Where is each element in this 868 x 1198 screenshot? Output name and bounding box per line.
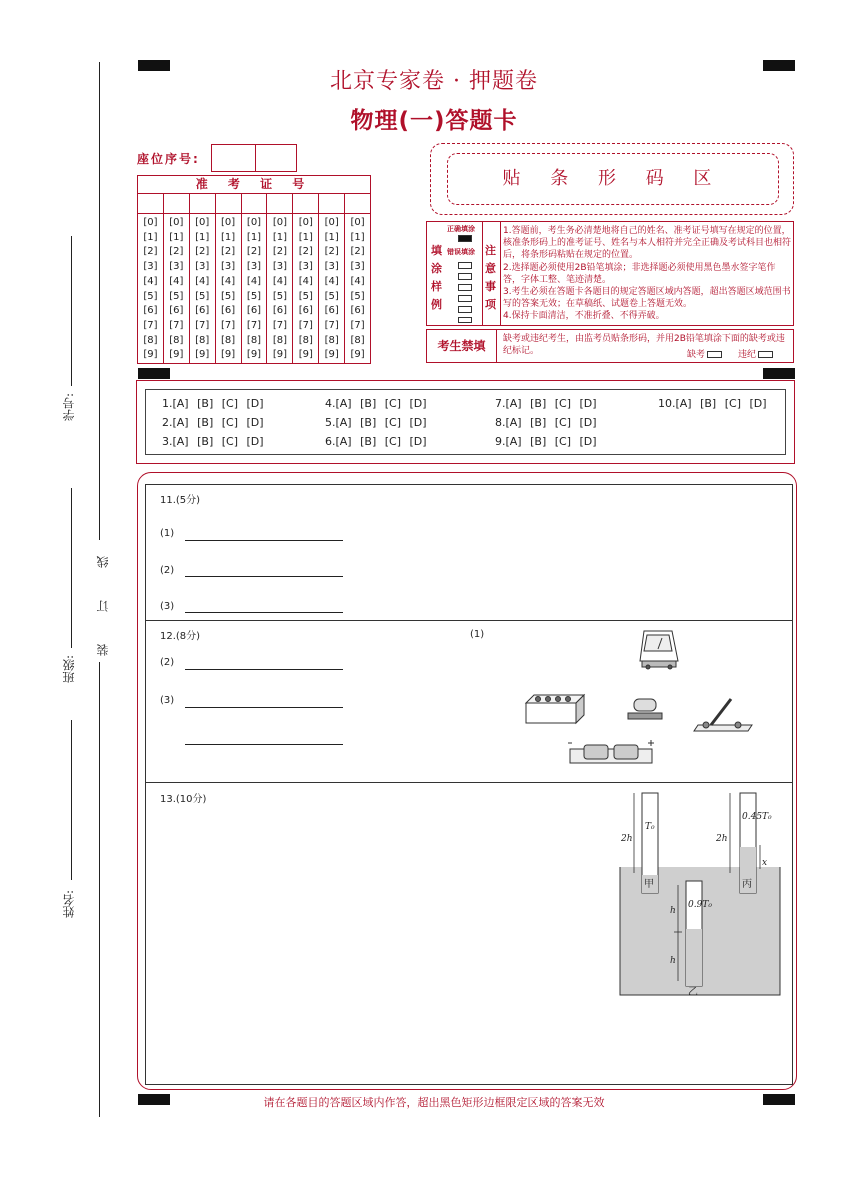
q13-label-bing: 丙 — [742, 879, 752, 890]
q11-part-1-blank[interactable] — [185, 540, 343, 541]
exam-id-bubble[interactable]: [0] — [350, 217, 365, 228]
violation-label: 违纪 — [737, 350, 756, 360]
violation-checkbox[interactable] — [758, 351, 773, 358]
exam-id-write-row[interactable] — [138, 194, 370, 214]
exam-id-bubble[interactable]: [2] — [143, 246, 158, 258]
exam-id-bubble[interactable]: [8] — [246, 334, 262, 346]
exam-id-bubble[interactable]: [1] — [350, 231, 365, 243]
exam-id-bubble[interactable]: [4] — [246, 275, 262, 287]
absent-label: 缺考 — [686, 350, 705, 360]
exam-id-bubble[interactable]: [9] — [246, 349, 262, 361]
exam-id-bubble[interactable]: [9] — [324, 349, 339, 361]
exam-id-bubble[interactable]: [5] — [195, 290, 210, 302]
exam-id-bubble[interactable]: [0] — [246, 217, 262, 228]
exam-id-bubble[interactable]: [5] — [272, 290, 287, 302]
exam-id-bubble[interactable]: [9] — [298, 349, 313, 361]
q13-label-2h-right: 2h — [716, 834, 728, 844]
exam-id-bubble[interactable]: [5] — [143, 290, 158, 302]
exam-id-bubble[interactable]: [3] — [350, 261, 365, 273]
exam-id-bubble[interactable]: [3] — [324, 261, 339, 273]
exam-id-bubble[interactable]: [4] — [298, 275, 313, 287]
notice-items — [503, 225, 793, 323]
exam-id-bubble[interactable]: [2] — [350, 246, 365, 258]
q12-figure-label: (1) — [470, 629, 485, 640]
exam-id-bubble[interactable]: [0] — [324, 217, 339, 228]
exam-id-bubble[interactable]: [9] — [169, 349, 184, 361]
resistor-icon — [628, 699, 662, 719]
q12-circuit-figure — [516, 621, 756, 781]
exam-id-bubble[interactable]: [2] — [324, 246, 339, 258]
notice-item: 1.答题前，考生务必清楚地将自己的姓名、准考证号填写在规定的位置，核准条形码上的准考证号、姓名与本人相符并完全正确及考试科目也相符后，将条形码粘贴在规定的位置。 — [503, 226, 792, 261]
exam-id-bubble[interactable]: [5] — [246, 290, 262, 302]
exam-id-bubble[interactable]: [1] — [221, 231, 236, 243]
mc-question-10[interactable]: 10.[A] [B] [C] [D] — [658, 397, 767, 410]
exam-id-bubble[interactable]: [6] — [272, 305, 287, 317]
multiple-choice-grid — [145, 389, 786, 455]
exam-id-bubble[interactable]: [7] — [272, 319, 287, 331]
wrong-fill-sample-2 — [458, 273, 472, 280]
q13-label-t0: T₀ — [645, 822, 655, 832]
battery-holder-icon — [568, 740, 654, 763]
barcode-label: 贴 条 形 码 区 — [447, 153, 779, 205]
resistance-box-icon — [526, 695, 584, 723]
q12-part-3-blank[interactable] — [185, 707, 343, 708]
section-divider — [146, 782, 792, 783]
switch-icon — [694, 699, 752, 731]
exam-id-bubble-column — [164, 214, 190, 363]
q13-title: 13.(10分) — [160, 794, 207, 805]
wrong-fill-sample-3 — [458, 284, 472, 291]
mc-question-8[interactable]: 8.[A] [B] [C] [D] — [495, 416, 597, 429]
exam-id-bubble[interactable]: [0] — [221, 217, 236, 228]
barcode-area — [430, 143, 794, 215]
q13-label-2h-left: 2h — [621, 834, 633, 844]
name-field[interactable] — [71, 720, 72, 880]
attention-column — [483, 222, 501, 325]
exam-id-bubble[interactable]: [5] — [298, 290, 313, 302]
notice-item: 3.考生必须在答题卡各题目的规定答题区域内答题，超出答题区域范围书写的答案无效；在草稿纸、试题卷上答题无效。 — [503, 287, 791, 310]
exam-id-bubble-column — [190, 214, 216, 363]
answer-grid — [145, 484, 793, 1085]
wrong-fill-sample-1 — [458, 262, 472, 269]
exam-id-bubble[interactable]: [1] — [272, 231, 287, 243]
wrong-fill-sample-6 — [458, 317, 472, 323]
exam-id-bubble[interactable]: [2] — [272, 246, 287, 258]
exam-id-bubble[interactable]: [7] — [169, 319, 184, 331]
exam-id-bubble[interactable]: [2] — [195, 246, 210, 258]
footer-note: 请在各题目的答题区域内作答，超出黑色矩形边框限定区域的答案无效 — [263, 1096, 605, 1109]
binding-line-label: 装 订 线 — [94, 540, 111, 662]
exam-id-bubble[interactable]: [6] — [324, 305, 339, 317]
exam-id-bubble-column — [293, 214, 319, 363]
exam-id-bubble[interactable]: [0] — [169, 217, 184, 228]
q13-label-jia: 甲 — [644, 879, 654, 890]
exam-id-bubble[interactable]: [8] — [324, 334, 339, 346]
student-number-label: 学号: — [62, 393, 76, 422]
exam-id-bubble[interactable]: [7] — [350, 319, 365, 331]
seat-number-label: 座位序号: — [137, 152, 200, 166]
proctor-only-box — [426, 329, 794, 363]
exam-id-bubble[interactable]: [3] — [195, 261, 210, 273]
exam-id-bubble[interactable]: [5] — [169, 290, 184, 302]
mc-question-6[interactable]: 6.[A] [B] [C] [D] — [325, 435, 427, 448]
exam-id-bubble[interactable]: [4] — [169, 275, 184, 287]
exam-id-bubble[interactable]: [7] — [143, 319, 158, 331]
mc-question-7[interactable]: 7.[A] [B] [C] [D] — [495, 397, 597, 410]
mc-question-3[interactable]: 3.[A] [B] [C] [D] — [162, 435, 264, 448]
proctor-marks — [687, 347, 773, 360]
exam-id-bubble[interactable]: [0] — [195, 217, 210, 228]
exam-id-bubble[interactable]: [1] — [246, 231, 262, 243]
exam-id-bubble[interactable]: [1] — [195, 231, 210, 243]
exam-id-bubble[interactable]: [3] — [246, 261, 262, 273]
q11-part-2-label: (2) — [160, 565, 175, 576]
fill-sample-label: 填涂样例 — [431, 244, 442, 311]
wrong-fill-sample-4 — [458, 295, 472, 302]
exam-id-bubble[interactable]: [4] — [143, 275, 158, 287]
exam-id-table — [137, 175, 371, 364]
exam-id-bubble[interactable]: [7] — [195, 319, 210, 331]
exam-id-bubble-column — [267, 214, 293, 363]
q11-part-2-blank[interactable] — [185, 576, 343, 577]
proctor-only-label: 考生禁填 — [427, 330, 497, 362]
exam-id-bubble[interactable]: [7] — [298, 319, 313, 331]
exam-id-bubble[interactable]: [0] — [143, 217, 158, 228]
proctor-only-text: 缺考或违纪考生，由监考员贴条形码，并用2B铅笔填涂下面的缺考或违纪标记。 — [503, 334, 785, 356]
exam-id-bubble[interactable]: [6] — [169, 305, 184, 317]
exam-id-bubble[interactable]: [5] — [221, 290, 236, 302]
class-label: 班级: — [62, 655, 76, 684]
exam-id-bubble[interactable]: [6] — [143, 305, 158, 317]
exam-id-bubble[interactable]: [8] — [195, 334, 210, 346]
q12-part-2-blank[interactable] — [185, 669, 343, 670]
registration-mark-mid-right — [763, 368, 795, 379]
mc-question-9[interactable]: 9.[A] [B] [C] [D] — [495, 435, 597, 448]
q13-label-h-lower: h — [670, 956, 676, 966]
exam-id-bubble[interactable]: [2] — [246, 246, 262, 258]
voltmeter-icon — [640, 631, 678, 669]
correct-fill-sample — [458, 235, 472, 242]
exam-id-bubble[interactable]: [3] — [298, 261, 313, 273]
q11-part-3-blank[interactable] — [185, 612, 343, 613]
exam-id-bubble[interactable]: [8] — [169, 334, 184, 346]
student-number-field[interactable] — [71, 236, 72, 386]
q13-label-h-upper: h — [670, 906, 676, 916]
exam-id-bubble[interactable]: [8] — [221, 334, 236, 346]
q13-label-t045: 0.45T₀ — [742, 812, 772, 822]
exam-id-bubble[interactable]: [5] — [350, 290, 365, 302]
exam-id-bubble[interactable]: [4] — [350, 275, 365, 287]
exam-id-bubble[interactable]: [8] — [298, 334, 313, 346]
notice-box — [426, 221, 794, 326]
exam-id-bubble[interactable]: [4] — [272, 275, 287, 287]
exam-id-bubble[interactable]: [4] — [195, 275, 210, 287]
q13-label-t09: 0.9T₀ — [688, 900, 712, 910]
exam-id-bubble[interactable]: [0] — [272, 217, 287, 228]
seat-number-input[interactable] — [211, 144, 297, 172]
exam-id-bubble[interactable]: [1] — [324, 231, 339, 243]
q11-part-1-label: (1) — [160, 528, 175, 539]
wrong-fill-sample-5 — [458, 306, 472, 313]
q13-gas-tube-figure — [612, 785, 792, 1000]
exam-id-bubble[interactable]: [2] — [221, 246, 236, 258]
wrong-fill-label: 错误填涂 — [447, 248, 475, 256]
notice-item: 2.选择题必须使用2B铅笔填涂；非选择题必须使用黑色墨水签字笔作答，字体工整、笔迹清楚。 — [503, 262, 776, 285]
exam-id-bubble[interactable]: [6] — [246, 305, 262, 317]
exam-id-bubble[interactable]: [9] — [221, 349, 236, 361]
name-label: 姓名: — [62, 890, 76, 919]
exam-id-bubble[interactable]: [2] — [169, 246, 184, 258]
exam-id-bubble[interactable]: [6] — [350, 305, 365, 317]
exam-id-bubble[interactable]: [6] — [221, 305, 236, 317]
exam-id-bubble[interactable]: [3] — [143, 261, 158, 273]
exam-id-bubble-column — [216, 214, 242, 363]
page-title: 北京专家卷 · 押题卷 — [330, 69, 538, 94]
mc-question-2[interactable]: 2.[A] [B] [C] [D] — [162, 416, 264, 429]
mc-question-4[interactable]: 4.[A] [B] [C] [D] — [325, 397, 427, 410]
q13-label-yi: 乙 — [688, 987, 698, 998]
exam-id-bubble[interactable]: [9] — [272, 349, 287, 361]
exam-id-bubble[interactable]: [3] — [169, 261, 184, 273]
exam-id-bubble[interactable]: [7] — [221, 319, 236, 331]
exam-id-bubble[interactable]: [6] — [298, 305, 313, 317]
attention-label: 注意事项 — [485, 244, 496, 311]
exam-id-bubble[interactable]: [8] — [272, 334, 287, 346]
mc-question-5[interactable]: 5.[A] [B] [C] [D] — [325, 416, 427, 429]
q13-label-x: x — [762, 858, 768, 868]
exam-id-bubble[interactable]: [0] — [298, 217, 313, 228]
exam-id-bubble[interactable]: [8] — [143, 334, 158, 346]
exam-id-bubble[interactable]: [1] — [298, 231, 313, 243]
q12-part-2-label: (2) — [160, 657, 175, 668]
exam-id-bubble[interactable]: [9] — [195, 349, 210, 361]
exam-id-bubble-grid[interactable] — [138, 214, 370, 363]
q12-title: 12.(8分) — [160, 631, 201, 642]
exam-id-bubble[interactable]: [8] — [350, 334, 365, 346]
q11-part-3-label: (3) — [160, 601, 175, 612]
answer-section — [137, 472, 797, 1090]
absent-checkbox[interactable] — [707, 351, 722, 358]
exam-id-bubble-column — [138, 214, 164, 363]
fill-sample-column — [427, 222, 483, 325]
exam-id-bubble[interactable]: [3] — [272, 261, 287, 273]
correct-fill-label: 正确填涂 — [447, 225, 475, 233]
mc-question-1[interactable]: 1.[A] [B] [C] [D] — [162, 397, 264, 410]
q11-title: 11.(5分) — [160, 495, 201, 506]
exam-id-bubble-column — [319, 214, 345, 363]
exam-id-bubble[interactable]: [4] — [324, 275, 339, 287]
notice-item: 4.保持卡面清洁，不准折叠、不得弄破。 — [503, 311, 665, 322]
exam-id-bubble[interactable]: [6] — [195, 305, 210, 317]
exam-id-bubble[interactable]: [9] — [143, 349, 158, 361]
q12-part-3-blank-2[interactable] — [185, 744, 343, 745]
exam-id-bubble[interactable]: [7] — [246, 319, 262, 331]
exam-id-bubble[interactable]: [1] — [169, 231, 184, 243]
q12-part-3-label: (3) — [160, 695, 175, 706]
class-field[interactable] — [71, 488, 72, 648]
exam-id-bubble[interactable]: [1] — [143, 231, 158, 243]
exam-id-bubble[interactable]: [3] — [221, 261, 236, 273]
exam-id-bubble-column — [242, 214, 268, 363]
exam-id-label: 准 考 证 号 — [138, 176, 370, 194]
exam-id-bubble[interactable]: [9] — [350, 349, 365, 361]
registration-mark-mid-left — [138, 368, 170, 379]
exam-id-bubble-column — [345, 214, 370, 363]
exam-id-bubble[interactable]: [5] — [324, 290, 339, 302]
exam-id-bubble[interactable]: [7] — [324, 319, 339, 331]
page-subtitle: 物理(一)答题卡 — [350, 108, 518, 134]
exam-id-bubble[interactable]: [2] — [298, 246, 313, 258]
multiple-choice-section — [136, 380, 795, 464]
exam-id-bubble[interactable]: [4] — [221, 275, 236, 287]
